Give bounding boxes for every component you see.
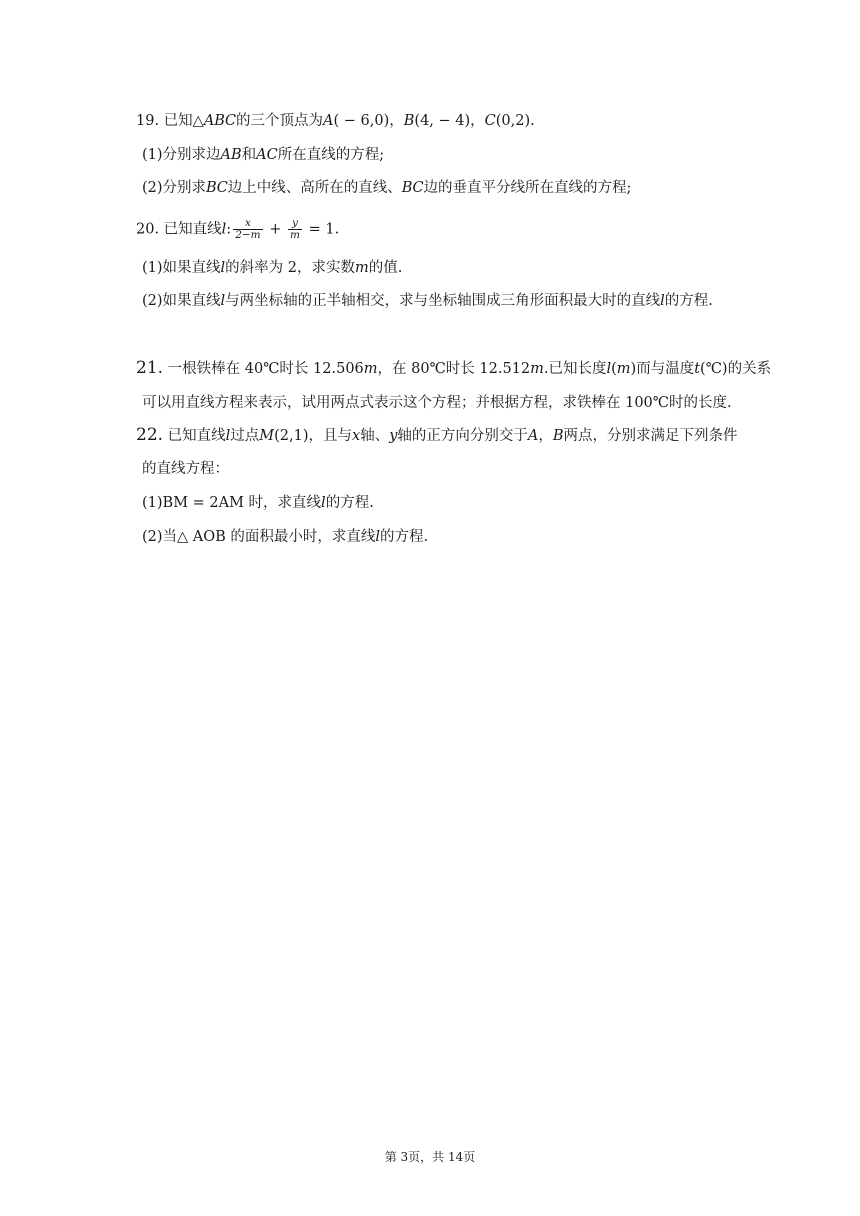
plus-sign: + [264,221,287,238]
question-22-part-2: (2)当△ AOB 的面积最小时，求直线𝑙的方程. [142,529,429,545]
question-19-part-1: (1)分别求边𝐴𝐵和𝐴𝐶所在直线的方程; [142,147,385,163]
question-22 [136,425,738,446]
question-21-number: 21. [136,358,164,378]
question-20-prefix: 20. 已知直线𝑙: [136,221,232,238]
fraction-denominator: 𝑚 [290,229,300,241]
fraction-denominator: 2−𝑚 [235,229,261,241]
question-22-line-2: 的直线方程： [142,461,229,477]
question-21-line-2: 可以用直线方程来表示，试用两点式表示这个方程；并根据方程，求铁棒在 100℃时的长度. [142,395,732,411]
question-20-suffix: = 1. [303,221,340,238]
question-20 [136,218,339,241]
fraction-numerator: 𝑥 [244,217,251,229]
question-19: 19. 已知△𝐴𝐵𝐶的三个顶点为𝐴( − 6,0)，𝐵(4, − 4)，𝐶(0,2). [136,113,535,129]
fraction-numerator: 𝑦 [292,217,298,229]
question-20-part-1: (1)如果直线𝑙的斜率为 2，求实数𝑚的值. [142,260,403,276]
question-22-number: 22. [136,425,164,445]
question-21 [136,358,771,379]
question-22-line-1: 已知直线𝑙过点𝑀(2,1)，且与𝑥轴、𝑦轴的正方向分别交于𝐴，𝐵两点，分别求满足下列条件 [163,428,738,444]
fraction-x-over-2-minus-m [233,218,262,241]
question-20-part-2: (2)如果直线𝑙与两坐标轴的正半轴相交，求与坐标轴围成三角形面积最大时的直线𝑙的方程. [142,293,713,309]
page-footer: 第 3页，共 14页 [384,1150,476,1164]
question-21-line-1: 一根铁棒在 40℃时长 12.506𝑚，在 80℃时长 12.512𝑚.已知长度𝑙(𝑚)而与温度𝑡(℃)的关系 [163,361,772,377]
fraction-y-over-m [288,218,302,241]
question-19-part-2: (2)分别求𝐵𝐶边上中线、高所在的直线、𝐵𝐶边的垂直平分线所在直线的方程; [142,180,632,196]
question-22-part-1: (1)BM = 2AM 时，求直线𝑙的方程. [142,495,374,511]
